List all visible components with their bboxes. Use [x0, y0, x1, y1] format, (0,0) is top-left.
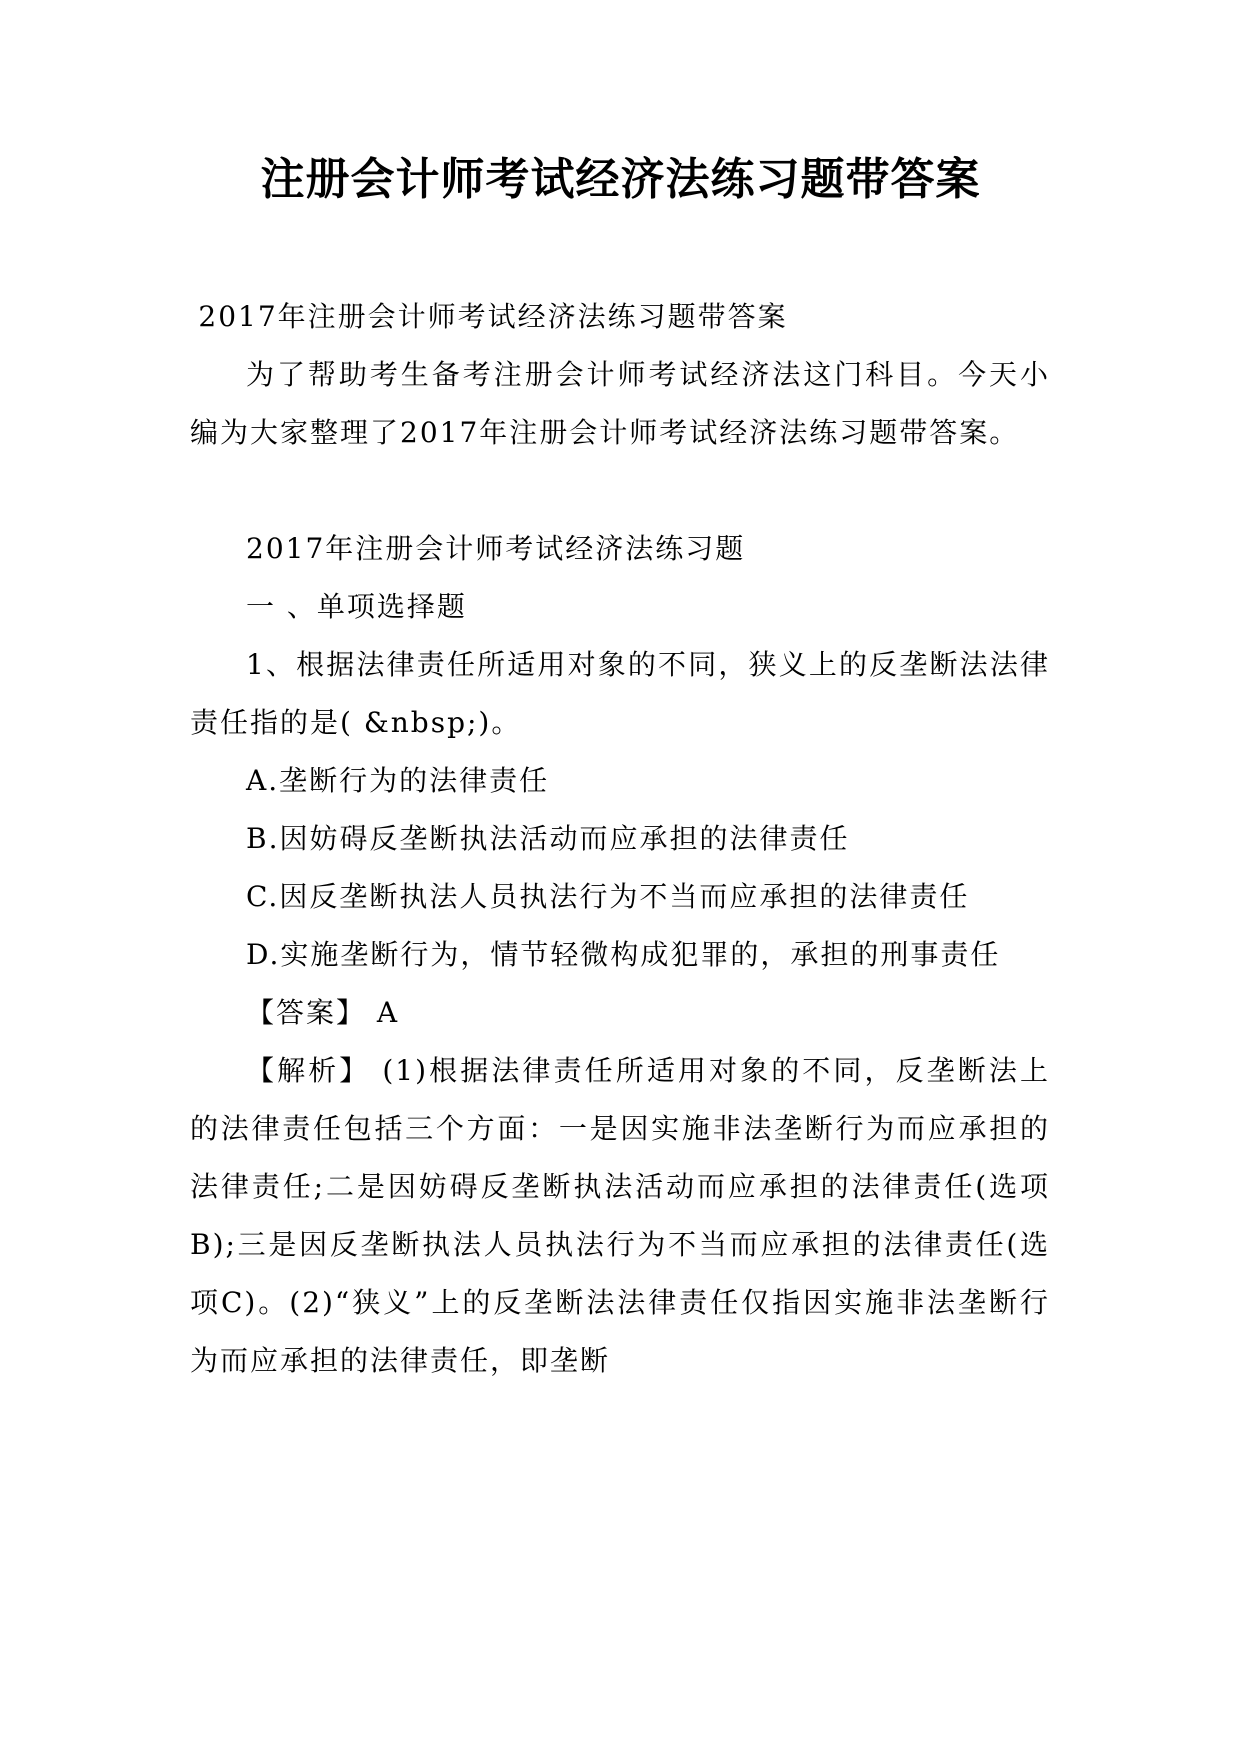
analysis-text: 【解析】 (1)根据法律责任所适用对象的不同，反垄断法上的法律责任包括三个方面：一是因实施非法垄断行为而应承担的法律责任;二是因妨碍反垄断执法活动而应承担的法律责任(选项B);三是因反垄断执法人员执法行为不当而应承担的法律责任(选项C)。(2)“狭义”上的反垄断法法律责任仅指因实施非法垄断行为而应承担的法律责任，即垄断 — [190, 1054, 1050, 1377]
subtitle-paragraph: 2017年注册会计师考试经济法练习题带答案 — [198, 300, 788, 333]
option-b: B.因妨碍反垄断执法活动而应承担的法律责任 — [246, 822, 850, 855]
option-c: C.因反垄断执法人员执法行为不当而应承担的法律责任 — [246, 880, 970, 913]
document-body — [190, 288, 1050, 1390]
document-title: 注册会计师考试经济法练习题带答案 — [260, 154, 981, 205]
section-type: 一 、单项选择题 — [246, 590, 467, 623]
answer-text: 【答案】 A — [246, 996, 400, 1029]
option-d: D.实施垄断行为，情节轻微构成犯罪的，承担的刑事责任 — [246, 938, 1001, 971]
option-a: A.垄断行为的法律责任 — [246, 764, 550, 797]
paragraph-spacer — [190, 462, 1050, 520]
question-text: 1、根据法律责任所适用对象的不同，狭义上的反垄断法法律责任指的是( &nbsp;)。 — [190, 648, 1050, 739]
intro-paragraph: 为了帮助考生备考注册会计师考试经济法这门科目。今天小编为大家整理了2017年注册会计师考试经济法练习题带答案。 — [190, 358, 1050, 449]
section-heading: 2017年注册会计师考试经济法练习题 — [246, 532, 746, 565]
